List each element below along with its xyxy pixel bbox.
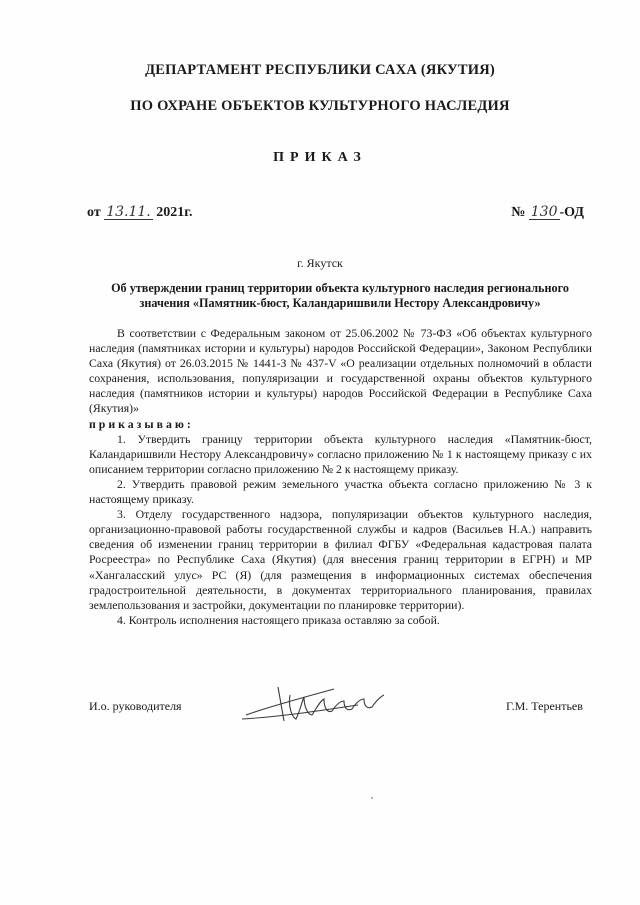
handwritten-date: 13.11. [106, 204, 151, 220]
department-name-line1: ДЕПАРТАМЕНТ РЕСПУБЛИКИ САХА (ЯКУТИЯ) [145, 62, 495, 78]
order-date [87, 205, 193, 221]
date-prefix: от [87, 205, 101, 220]
signatory-position: И.о. руководителя [89, 699, 182, 713]
order-word: приказываю: [89, 416, 194, 431]
preamble-paragraph: В соответствии с Федеральным законом от 25.06.2002 № 73-ФЗ «Об объектах культурного наследия (памятниках истории и культуры) народов Российской Федерации», Законом Республики Саха (Якутия) от 26.03.2015 № 1441-З № 437-V «О реализации отдельных полномочий в области сохранения, использования, популяризации и государственной охраны объектов культурного наследия (памятников истории и культуры) народов Российской Федерации в Республике Саха (Якутия)» [89, 326, 592, 416]
order-body [89, 326, 592, 628]
city: г. Якутск [297, 256, 343, 270]
order-item-4: 4. Контроль исполнения настоящего приказа оставляю за собой. [117, 612, 440, 627]
scan-speck [371, 797, 373, 799]
document-title: ПРИКАЗ [273, 150, 367, 165]
signatory-name: Г.М. Терентьев [506, 699, 583, 713]
order-subject: Об утверждении границ территории объекта культурного наследия регионального значения «Памятник-бюст, Каландаришвили Нестору Александровичу» [111, 281, 569, 310]
order-item-2: 2. Утвердить правовой режим земельного участка объекта согласно приложению № 3 к настоящему приказу. [89, 476, 592, 507]
department-name-line2: ПО ОХРАНЕ ОБЪЕКТОВ КУЛЬТУРНОГО НАСЛЕДИЯ [130, 98, 510, 114]
order-number [511, 205, 584, 221]
handwritten-number: 130 [530, 204, 558, 220]
order-item-3: 3. Отделу государственного надзора, популяризации объектов культурного наследия, организационно-правовой работы государственной службы и кадров (Васильев Н.А.) направить сведения об изменении границ территории в филиал ФГБУ «Федеральная кадастровая палата Росреестра» по Республике Саха (Якутия) (для внесения границ территории в ЕГРН) и МР «Хангаласский улус» РС (Я) (для размещения в информационных системах обеспечения градостроительной деятельности, в документах территориального планирования, правилах землепользования и застройки, документации по планировке территории). [89, 507, 592, 612]
handwritten-signature [238, 681, 388, 727]
order-item-1: 1. Утвердить границу территории объекта культурного наследия «Памятник-бюст, Каландаришвили Нестору Александровичу» согласно приложению № 1 к настоящему приказу с их описанием территории согласно приложению № 2 к настоящему приказу. [89, 431, 592, 476]
number-suffix: -ОД [559, 205, 584, 220]
date-suffix: 2021г. [156, 205, 193, 220]
number-prefix: № [511, 205, 526, 220]
